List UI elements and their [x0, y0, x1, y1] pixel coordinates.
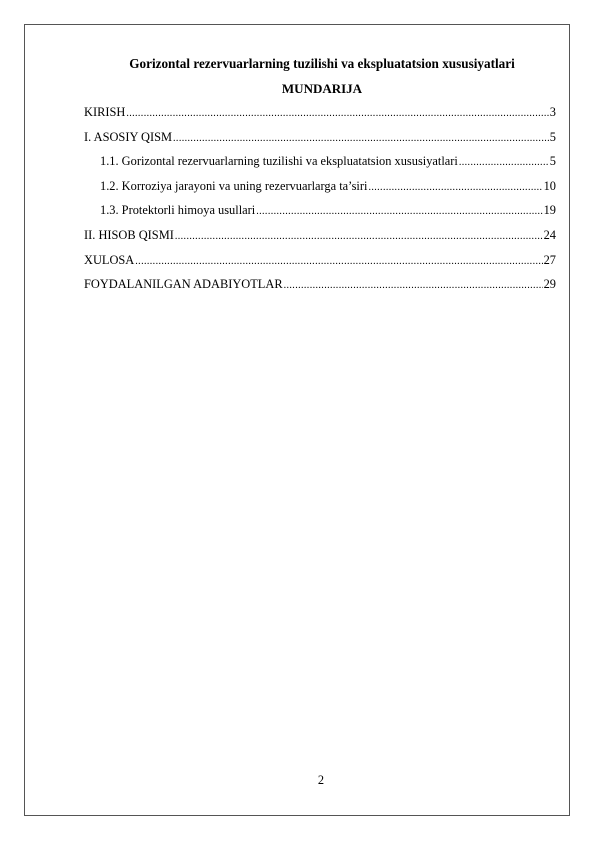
toc-dot-leader: [284, 276, 543, 296]
toc-entry-page: 19: [543, 203, 556, 218]
toc-dot-leader: [126, 104, 548, 124]
table-of-contents: [84, 102, 556, 299]
toc-entry-page: 5: [549, 154, 556, 169]
toc-dot-leader: [256, 202, 542, 222]
toc-entry-label: 1.2. Korroziya jarayoni va uning rezervuarlarga ta’siri: [100, 178, 368, 193]
toc-dot-leader: [175, 227, 543, 247]
toc-entry-asosiy-qism[interactable]: [84, 127, 556, 152]
toc-entry-page: 29: [543, 277, 556, 292]
toc-dot-leader: [459, 153, 549, 173]
toc-dot-leader: [135, 252, 542, 272]
toc-entry-adabiyotlar[interactable]: [84, 274, 556, 299]
toc-entry-hisob-qismi[interactable]: [84, 225, 556, 250]
toc-entry-page: 5: [549, 129, 556, 144]
toc-entry-page: 27: [543, 252, 556, 267]
toc-entry-1-1[interactable]: [84, 151, 556, 176]
toc-entry-label: I. ASOSIY QISM: [84, 129, 173, 144]
toc-dot-leader: [173, 129, 549, 149]
toc-entry-label: KIRISH: [84, 105, 126, 119]
toc-entry-label: FOYDALANILGAN ADABIYOTLAR: [84, 277, 283, 292]
page-number: 2: [317, 773, 325, 787]
toc-entry-1-3[interactable]: [84, 200, 556, 225]
toc-entry-label: 1.3. Protektorli himoya usullari: [100, 203, 256, 218]
toc-entry-xulosa[interactable]: [84, 250, 556, 275]
toc-entry-page: 24: [543, 227, 556, 242]
toc-entry-1-2[interactable]: [84, 176, 556, 201]
toc-entry-label: XULOSA: [84, 252, 135, 267]
toc-entry-label: 1.1. Gorizontal rezervuarlarning tuzilishi va ekspluatatsion xususiyatlari: [100, 154, 458, 169]
toc-entry-kirish[interactable]: [84, 102, 556, 127]
document-title: Gorizontal rezervuarlarning tuzilishi va ekspluatatsion xususiyatlari: [129, 56, 515, 71]
toc-dot-leader: [368, 178, 542, 198]
toc-entry-label: II. HISOB QISMI: [84, 227, 174, 242]
toc-entry-page: 10: [543, 178, 556, 193]
toc-heading: MUNDARIJA: [281, 81, 363, 96]
toc-entry-page: 3: [549, 105, 556, 119]
